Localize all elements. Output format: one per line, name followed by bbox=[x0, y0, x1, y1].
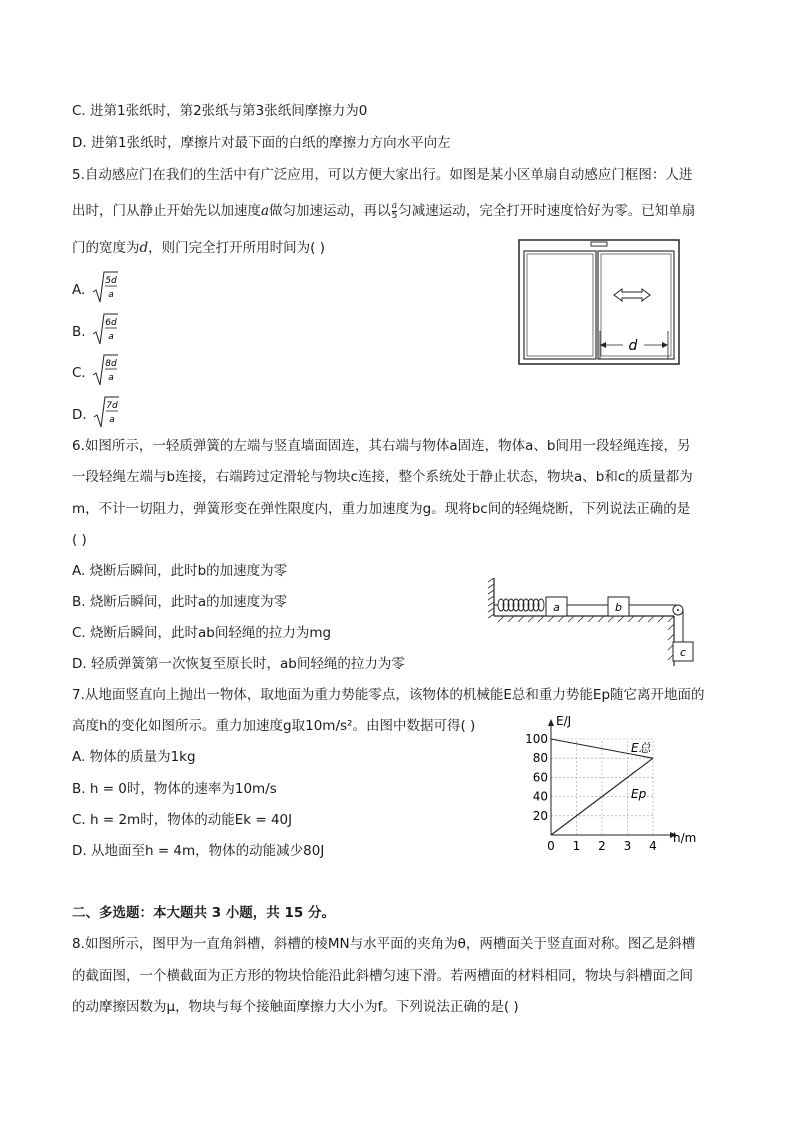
radicand-num: 6d bbox=[105, 318, 117, 328]
option-label: D. bbox=[72, 407, 87, 423]
x-tick-label: 4 bbox=[649, 839, 657, 853]
q5-option-a bbox=[72, 270, 118, 310]
q7-option-c: C. h = 2m时，物体的动能Ek = 40J bbox=[72, 812, 293, 828]
x-tick-label: 3 bbox=[623, 839, 632, 853]
radical-icon bbox=[92, 353, 118, 387]
q5-text: 做匀加速运动，再以 bbox=[269, 203, 391, 219]
automatic-door-diagram bbox=[518, 239, 682, 367]
x-tick-label: 2 bbox=[598, 839, 606, 853]
q5-stem-line1: 5.自动感应门在我们的生活中有广泛应用，可以方便大家出行。如图是某小区单扇自动感应门框图：人进 bbox=[72, 167, 693, 183]
sqrt-expression bbox=[93, 395, 119, 435]
sqrt-expression bbox=[92, 312, 118, 352]
q6-option-c: C. 烧断后瞬间，此时ab间轻绳的拉力为mg bbox=[72, 625, 332, 641]
block-c-label: c bbox=[679, 646, 687, 659]
y-axis-arrow-icon bbox=[548, 719, 554, 726]
radicand-num: 8d bbox=[105, 359, 117, 369]
q5-stem-line2 bbox=[72, 201, 695, 221]
radicand-den: a bbox=[108, 373, 114, 383]
sqrt-expression bbox=[92, 270, 118, 310]
q7-stem-line1: 7.从地面竖直向上抛出一物体，取地面为重力势能零点，该物体的机械能E总和重力势能Ep随它离开地面的 bbox=[72, 687, 705, 703]
y-tick-label: 80 bbox=[532, 751, 548, 766]
section-title: 二、多选题：本大题共 3 小题，共 15 分。 bbox=[72, 905, 335, 921]
y-tick-label: 20 bbox=[532, 808, 548, 823]
q5-option-b bbox=[72, 312, 118, 352]
q5-text: 匀减速运动，完全打开时速度恰好为零。已知单扇 bbox=[398, 203, 696, 219]
spring-icon bbox=[498, 599, 544, 611]
double-arrow-icon bbox=[614, 289, 650, 301]
x-tick-label: 0 bbox=[547, 839, 555, 853]
y-tick-label: 60 bbox=[532, 770, 548, 785]
q5-option-d bbox=[72, 395, 119, 435]
q7-option-d: D. 从地面至h = 4m，物体的动能减少80J bbox=[72, 843, 325, 859]
x-axis-label: h/m bbox=[673, 831, 697, 845]
block-a-label: a bbox=[553, 601, 560, 614]
door-width-label: d bbox=[628, 338, 638, 354]
block-b-label: b bbox=[615, 601, 622, 614]
q5-accel-symbol: a bbox=[261, 203, 270, 219]
spring-pulley-diagram bbox=[486, 574, 696, 668]
q5-text: ，则门完全打开所用时间为( ) bbox=[148, 240, 325, 256]
radicand-num: 5d bbox=[104, 276, 117, 286]
frac-num: a bbox=[391, 200, 398, 211]
q8-stem-line2: 的截面图，一个横截面为正方形的物块恰能沿此斜槽匀速下滑。若两槽面的材料相同，物块与斜槽面之间 bbox=[72, 968, 693, 984]
y-axis-label: E/J bbox=[556, 714, 572, 728]
q5-text: 出时，门从静止开始先以加速度 bbox=[72, 203, 261, 219]
frac-den: 5 bbox=[391, 210, 398, 221]
option-label: A. bbox=[72, 282, 86, 298]
option-label: B. bbox=[72, 324, 86, 340]
q7-stem-line2: 高度h的变化如图所示。重力加速度g取10m/s²。由图中数据可得( ) bbox=[72, 718, 476, 734]
series-label-e-total: E总 bbox=[631, 741, 651, 755]
radicand-den: a bbox=[108, 332, 114, 342]
q5-option-c bbox=[72, 353, 118, 393]
radicand-den: a bbox=[109, 415, 115, 425]
q5-stem-line3 bbox=[72, 238, 325, 258]
q4-option-c: C. 进第1张纸时，第2张纸与第3张纸间摩擦力为0 bbox=[72, 103, 368, 119]
series-label-ep: Ep bbox=[631, 787, 647, 801]
q4-option-d: D. 进第1张纸时，摩擦片对最下面的白纸的摩擦力方向水平向左 bbox=[72, 135, 451, 151]
radicand-den: a bbox=[107, 290, 114, 300]
q6-option-b: B. 烧断后瞬间，此时a的加速度为零 bbox=[72, 594, 288, 610]
radical-icon bbox=[92, 270, 118, 304]
q8-stem-line3: 的动摩擦因数为μ，物块与每个接触面摩擦力大小为f。下列说法正确的是( ) bbox=[72, 999, 519, 1015]
radical-icon bbox=[93, 395, 119, 429]
q6-stem-line2: 一段轻绳左端与b连接，右端跨过定滑轮与物块c连接，整个系统处于静止状态，物块a、b和c的质量都为 bbox=[72, 469, 693, 485]
y-tick-label: 100 bbox=[525, 732, 548, 746]
y-tick-label: 40 bbox=[532, 789, 548, 804]
sqrt-expression bbox=[92, 353, 118, 393]
q5-fraction bbox=[392, 202, 398, 221]
q6-stem-line1: 6.如图所示，一轻质弹簧的左端与竖直墙面固连，其右端与物体a固连，物体a、b间用一段轻绳连接，另 bbox=[72, 438, 691, 454]
q6-option-d: D. 轻质弹簧第一次恢复至原长时，ab间轻绳的拉力为零 bbox=[72, 656, 405, 672]
q5-width-symbol: d bbox=[139, 240, 149, 256]
q7-option-a: A. 物体的质量为1kg bbox=[72, 749, 196, 765]
energy-height-chart bbox=[518, 712, 702, 862]
q6-stem-line3: m，不计一切阻力，弹簧形变在弹性限度内，重力加速度为g。现将bc间的轻绳烧断，下列说法正确的是 bbox=[72, 501, 691, 517]
chart-axes bbox=[548, 719, 677, 838]
q8-stem-line1: 8.如图所示，图甲为一直角斜槽，斜槽的棱MN与水平面的夹角为θ，两槽面关于竖直面对称。图乙是斜槽 bbox=[72, 936, 696, 952]
radical-icon bbox=[92, 312, 118, 346]
q7-option-b: B. h = 0时，物体的速率为10m/s bbox=[72, 781, 277, 797]
x-tick-label: 1 bbox=[572, 839, 581, 853]
q6-option-a: A. 烧断后瞬间，此时b的加速度为零 bbox=[72, 563, 288, 579]
q5-text: 门的宽度为 bbox=[72, 240, 140, 256]
radicand-num: 7d bbox=[106, 401, 118, 411]
option-label: C. bbox=[72, 365, 86, 381]
q6-stem-line4: ( ) bbox=[72, 532, 87, 548]
